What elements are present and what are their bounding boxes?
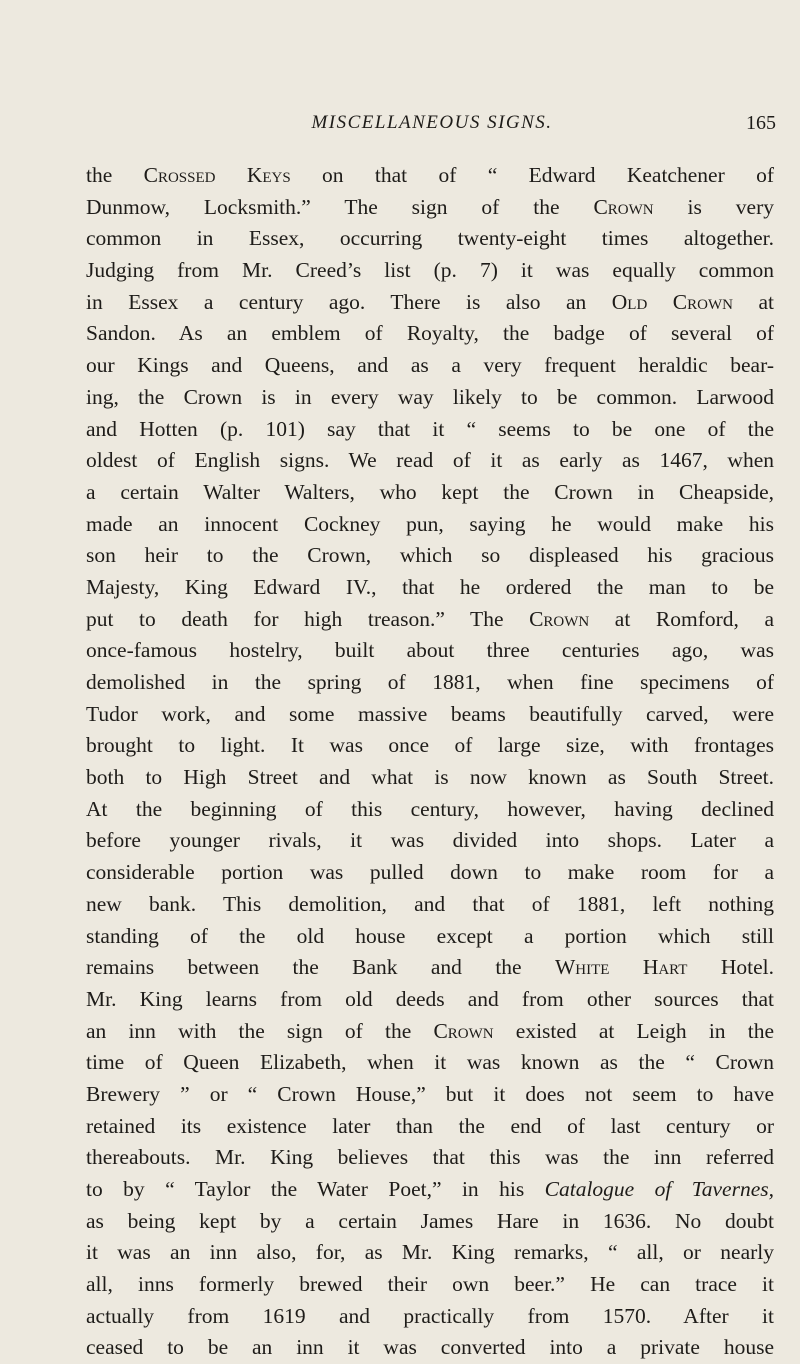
text-line: [86, 1142, 774, 1174]
text-segment: Mr. King learns from old deeds and from other sources that: [86, 986, 774, 1011]
text-segment: ceased to be an inn it was converted into a private house: [86, 1335, 774, 1360]
text-line: [86, 1111, 774, 1143]
text-line: [86, 192, 774, 224]
text-segment: At the beginning of this century, however, having declined: [86, 796, 774, 821]
text-segment: is very: [653, 194, 774, 219]
text-line: [86, 160, 774, 192]
text-line: [86, 1301, 774, 1333]
text-line: [86, 1047, 774, 1079]
text-line: [86, 1016, 774, 1048]
text-segment: at: [732, 289, 774, 314]
text-segment: as being kept by a certain James Hare in 1636. No doubt: [86, 1208, 774, 1233]
text-segment: before younger rivals, it was divided into shops. Later a: [86, 828, 774, 853]
text-line: [86, 414, 774, 446]
text-segment: and Hotten (p. 101) say that it “ seems to be one of the: [86, 416, 774, 441]
text-line: [86, 1174, 774, 1206]
page-number: 165: [746, 112, 776, 134]
text-segment: to by “ Taylor the Water Poet,” in his: [86, 1177, 545, 1201]
text-segment: once-famous hostelry, built about three centuries ago, was: [86, 638, 774, 663]
text-segment: Sandon. As an emblem of Royalty, the badge of several of: [86, 321, 774, 346]
text-line: [86, 382, 774, 414]
small-caps-sign-name: White Hart: [554, 955, 688, 980]
text-segment: Majesty, King Edward IV., that he ordered the man to be: [86, 574, 774, 599]
text-line: [86, 604, 774, 636]
text-line: [86, 509, 774, 541]
text-segment: considerable portion was pulled down to make room for a: [86, 860, 774, 885]
text-line: [86, 699, 774, 731]
text-line: [86, 1079, 774, 1111]
text-segment: Dunmow, Locksmith.” The sign of the: [86, 194, 594, 219]
text-segment: all, inns formerly brewed their own beer.” He can trace it: [86, 1272, 774, 1297]
body-text: [86, 160, 774, 1364]
text-line: [86, 1332, 774, 1364]
text-line: [86, 952, 774, 984]
text-segment: a certain Walter Walters, who kept the Crown in Cheapside,: [86, 479, 774, 504]
text-segment: it was an inn also, for, as Mr. King remarks, “ all, or nearly: [86, 1240, 774, 1265]
text-segment: retained its existence later than the end of last century or: [86, 1113, 774, 1138]
text-line: [86, 350, 774, 382]
text-segment: thereabouts. Mr. King believes that this was the inn referred: [86, 1145, 774, 1170]
text-segment: in Essex a century ago. There is also an: [86, 289, 612, 314]
text-line: [86, 255, 774, 287]
text-segment: Judging from Mr. Creed’s list (p. 7) it was equally common: [86, 258, 774, 283]
text-segment: existed at Leigh in the: [493, 1018, 774, 1043]
text-line: [86, 762, 774, 794]
text-segment: an inn with the sign of the: [86, 1018, 434, 1043]
text-segment: on that of “ Edward Keatchener of: [290, 163, 774, 187]
text-segment: the: [86, 163, 144, 187]
text-segment: time of Queen Elizabeth, when it was known as the “ Crown: [86, 1050, 774, 1075]
text-line: [86, 825, 774, 857]
text-segment: son heir to the Crown, which so displeased his gracious: [86, 543, 774, 568]
running-title: MISCELLANEOUS SIGNS.: [311, 112, 553, 133]
small-caps-sign-name: Old Crown: [611, 289, 733, 314]
text-line: [86, 318, 774, 350]
text-segment: demolished in the spring of 1881, when fine specimens of: [86, 670, 774, 694]
text-line: [86, 572, 774, 604]
text-line: [86, 477, 774, 509]
text-line: [86, 889, 774, 921]
text-line: [86, 287, 774, 319]
small-caps-sign-name: Crown: [433, 1018, 494, 1043]
text-line: [86, 445, 774, 477]
text-segment: brought to light. It was once of large size, with frontages: [86, 733, 774, 758]
text-segment: at Romford, a: [589, 606, 774, 631]
text-line: [86, 921, 774, 953]
text-segment: our Kings and Queens, and as a very frequent heraldic bear-: [86, 353, 774, 378]
text-line: [86, 1269, 774, 1301]
text-line: [86, 667, 774, 699]
text-line: [86, 223, 774, 255]
text-line: [86, 984, 774, 1016]
text-segment: Hotel.: [687, 955, 774, 980]
text-segment: put to death for high treason.” The: [86, 606, 530, 631]
italic-title: Catalogue of Tavernes,: [544, 1177, 774, 1201]
text-segment: Tudor work, and some massive beams beautifully carved, were: [86, 701, 774, 726]
text-line: [86, 730, 774, 762]
text-segment: actually from 1619 and practically from 1570. After it: [86, 1303, 774, 1328]
text-segment: ing, the Crown is in every way likely to be common. Larwood: [86, 384, 774, 409]
text-line: [86, 540, 774, 572]
text-segment: oldest of English signs. We read of it as early as 1467, when: [86, 448, 774, 473]
small-caps-sign-name: Crown: [529, 606, 590, 631]
text-segment: remains between the Bank and the: [86, 955, 555, 980]
text-segment: common in Essex, occurring twenty-eight times altogether.: [86, 226, 774, 251]
text-segment: new bank. This demolition, and that of 1881, left nothing: [86, 891, 774, 916]
small-caps-sign-name: Crown: [593, 194, 654, 219]
text-line: [86, 1206, 774, 1238]
text-segment: Brewery ” or “ Crown House,” but it does not seem to have: [86, 1081, 774, 1106]
text-line: [86, 1237, 774, 1269]
text-line: [86, 635, 774, 667]
small-caps-sign-name: Crossed Keys: [143, 163, 291, 187]
text-segment: standing of the old house except a portion which still: [86, 923, 774, 948]
text-segment: made an innocent Cockney pun, saying he would make his: [86, 511, 774, 536]
running-head: [88, 112, 776, 142]
text-line: [86, 857, 774, 889]
text-segment: both to High Street and what is now known as South Street.: [86, 765, 774, 790]
text-line: [86, 794, 774, 826]
